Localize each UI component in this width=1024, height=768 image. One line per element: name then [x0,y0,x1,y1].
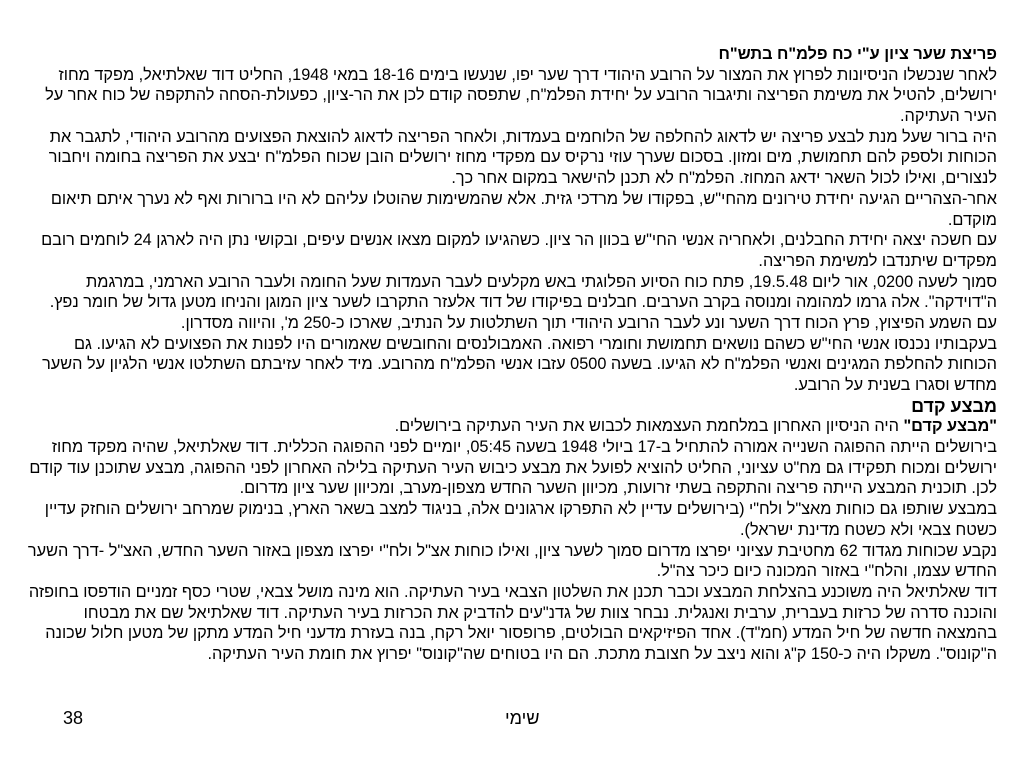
text-line: דוד שאלתיאל היה משוכנע בהצלחת המבצע וכבר תכנן את השלטון הצבאי בעיר העתיקה. הוא מינה מושל צבאי, שטרי כסף זמניים הודפסו בחופזה [28,582,997,601]
text-line: הכוחות להחלפת המגינים ואנשי הפלמ"ח לא הגיעו. בשעה 0500 עזבו אנשי הפלמ"ח מהרובע. מיד לאחר עזיבתם השתלטו אנשי הלגיון על השער [42,355,997,374]
text-line: בעקבותיו נכנסו אנשי החי"ש כשהם נושאים תחמושת וחומרי רפואה. האמבולנסים והחובשים שאמורים היו לפנות את הפצועים לא הגיעו. גם [74,334,997,353]
text-line: מחדש וסגרו בשנית על הרובע. [793,376,997,394]
paragraph [22,272,997,313]
operation-kedem-section [22,396,997,665]
page-title: פריצת שער ציון ע"י כח פלמ"ח בתש"ח [718,45,997,63]
paragraph [22,65,997,127]
text-line: לנצורים, ואילו לכול השאר ידאג המחוז. הפלמ"ח לא תכנן להישאר במקום אחר כך. [451,169,997,188]
intro-bold-term: "מבצע קדם" [903,417,997,436]
text-line: מפקדים שיתנדבו למשימת הפריצה. [758,251,997,270]
text-line: במבצע שותפו גם כוחות מאצ"ל ולח"י (בירושלים עדיין לא התפרקו ארגונים אלה, בניגוד למצב בשאר הארץ, בנימוק שמרחב ירושלים הוחזק עדיין [44,500,997,519]
text-line: בהמצאה חדשה של חיל המדע (חמ"ד). אחד הפיזיקאים הבולטים, פרופסור יואל רקח, בנה בעזרת מדעני חיל המדע מתקן של מטען חלול שכונה [45,624,997,643]
text-line: ה"קונוס". משקלו היה כ-150 ק"ג והוא ניצב על חצובת מתכת. הם היו בטוחים שה"קונוס" יפרוץ את חומת העיר העתיקה. [207,644,997,663]
text-line: כשטח צבאי ולא כשטח מדינת ישראל). [740,520,997,539]
paragraph [22,437,997,499]
paragraph [22,313,997,334]
text-line: ה"דוידקה". אלה גרמו למהומה ומנוסה בקרב הערבים. חבלנים בפיקודו של דוד אלעזר התקרבו לשער ציון המוגן והניחו מטען גדול של חומר נפץ. [49,293,997,312]
zion-gate-breach-section [22,65,997,396]
paragraph [22,230,997,271]
paragraph [22,582,997,665]
text-line: ירושלים ומכוח תפקידו גם מח"ט עציוני, החליט להוציא לפועל את מבצע כיבוש העיר העתיקה בלילה האחרון לפני ההפוגה, מבצע שתוכנן עוד קודם [29,458,997,477]
text-line: אחר-הצהריים הגיעה יחידת טירונים מהחי"ש, בפקודו של מרדכי גזית. אלא שהמשימות שהוטלו עליהם לא היו ברורות ואף לא נערך איתם תיאום [50,189,997,208]
text-line: החדש עצמו, והלח"י באזור המכונה כיום כיכר צה"ל. [656,562,997,581]
text-line: ירושלים, להטיל את משימת הפריצה ותיגבור הרובע על יחידת הפלמ"ח, שתפסה קודם לכן את הר-ציון, כפעולת-הסחה להתקפה של כוח אחר על [45,86,997,105]
text-line: נקבע שכוחות מגדוד 62 מחטיבת עציוני יפרצו מדרום סמוך לשער ציון, ואילו כוחות אצ"ל ולח"י יפרצו מצפון באזור השער החדש, האצ"ל -דרך השער [27,541,997,560]
paragraph [22,334,997,396]
text-line: הכוחות ולספק להם תחמושת, מים ומזון. בסכום שערך עוזי נרקיס עם מפקדי מחוז ירושלים הובן שכוח הפלמ"ח יבצע את הפריצה בחומה ויחבור [48,148,997,167]
text-line: עם השמע הפיצוץ, פרץ הכוח דרך השער ונע לעבר הרובע היהודי תוך השתלטות על הנתיב, שארכו כ-250 מ', והיווה מסדרון. [180,313,997,332]
text-line: עם חשכה יצאה יחידת החבלנים, ולאחריה אנשי החי"ש בכוון הר ציון. כשהגיעו למקום מצאו אנשים עיפים, ובקושי נתן היה לארגן 24 לוחמים רובם [41,231,997,250]
section-heading: מבצע קדם [911,395,997,416]
paragraph [22,499,997,540]
paragraph [22,189,997,230]
text-line: סמוך לשעה 0200, אור ליום 19.5.48, פתח כוח הסיוע הפלוגתי באש מקלעים לעבר העמדות שעל החומה ולעבר הרובע הארמני, במרגמת [86,272,997,291]
page-number: 38 [63,708,84,728]
intro-text: היה הניסיון האחרון במלחמת העצמאות לכבוש את העיר העתיקה בירושלים. [394,417,904,436]
intro-line [22,416,997,437]
paragraph [22,541,997,582]
text-line: מוקדם. [947,210,997,229]
text-line: בירושלים הייתה ההפוגה השנייה אמורה להתחיל ב-17 ביולי 1948 בשעה 05:45, יומיים לפני ההפוגה הכללית. דוד שאלתיאל, שהיה מפקד מחוז [51,438,997,457]
text-line: העיר העתיקה. [900,107,997,126]
document-body [22,44,997,665]
paragraph [22,127,997,189]
text-line: והוכנה סדרה של כרזות בעברית, ערבית ואנגלית. נבחר צוות של גדנ"עים להדביק את הכרזות בעיר העתיקה. דוד שאלתיאל שם את מבטחו [83,603,997,622]
text-line: לאחר שנכשלו הניסיונות לפרוץ את המצור על הרובע היהודי דרך שער יפו, שנעשו בימים 18-16 במאי 1948, החליט דוד שאלתיאל, מפקד מחוז [58,65,997,84]
text-line: היה ברור שעל מנת לבצע פריצה יש לדאוג להחלפה של הלוחמים בעמדות, ולאחר הפריצה לדאוג להוצאת הפצועים מהרובע היהודי, לתגבר את [49,127,997,146]
footer-text: שימי [505,708,540,728]
text-line: לכן. תוכנית המבצע הייתה פריצה והתקפה בשתי זרועות, מכיוון השער החדש מצפון-מערב, ומכיוון שער ציון מדרום. [239,479,997,498]
